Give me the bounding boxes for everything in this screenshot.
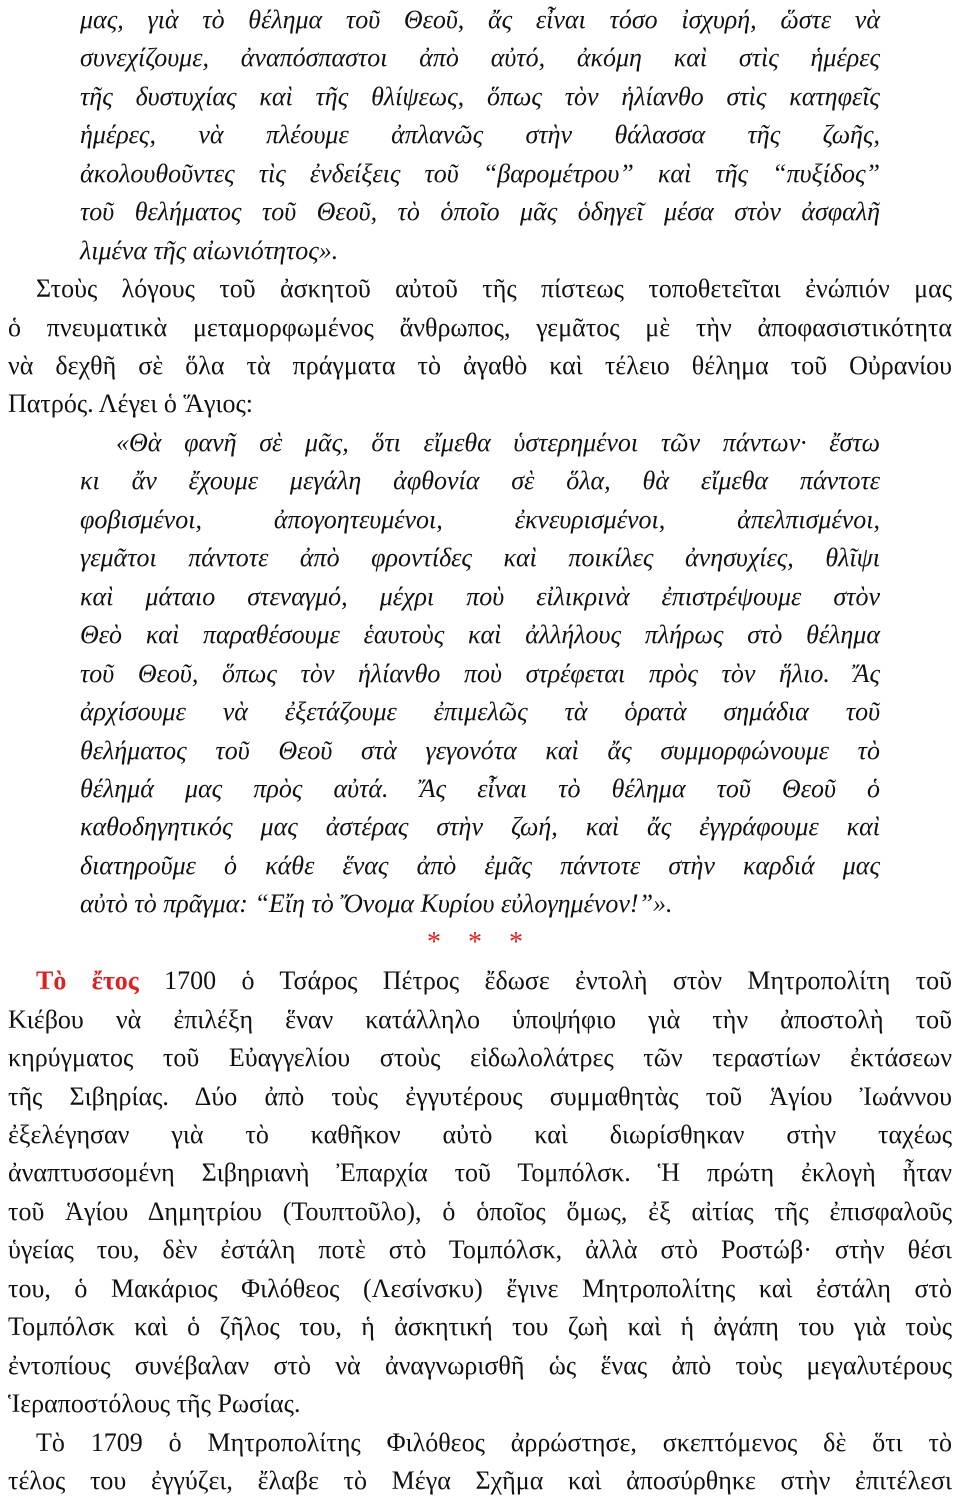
quote-line: συνεχίζουμε, ἀναπόσπαστοι ἀπὸ αὐτό, ἀκόμη καὶ στὶς ἡμέρες [80, 43, 880, 72]
quote-line: τῆς δυστυχίας καὶ τῆς θλίψεως, ὅπως τὸν ἡλίανθο στὶς κατηφεῖς [80, 82, 880, 111]
paragraph-line: κηρύγματος τοῦ Εὐαγγελίου στοὺς εἰδωλολάτρες τῶν τεραστίων ἐκτάσεων [8, 1043, 952, 1072]
paragraph-line: νὰ δεχθῆ σὲ ὅλα τὰ πράγματα τὸ ἀγαθὸ καὶ τέλειο θέλημα τοῦ Οὐρανίου [8, 351, 952, 380]
quote-line: θελήματος τοῦ Θεοῦ στὰ γεγονότα καὶ ἄς συμμορφώνουμε τὸ [80, 736, 880, 765]
paragraph-line: ἐντοπίους συνέβαλαν στὸ νὰ ἀναγνωρισθῆ ὡς ἕνας ἀπὸ τοὺς μεγαλυτέρους [8, 1351, 952, 1380]
quote-line: τοῦ Θεοῦ, ὅπως τὸν ἡλίανθο ποὺ στρέφεται πρὸς τὸν ἥλιο. Ἄς [80, 659, 880, 688]
paragraph-line: ὑγείας του, δὲν ἐστάλη ποτὲ στὸ Τομπόλσκ, ἀλλὰ στὸ Ροστώβ· στὴν θέσι [8, 1235, 952, 1264]
quote-line: «Θὰ φανῆ σὲ μᾶς, ὅτι εἴμεθα ὑστερημένοι τῶν πάντων· ἔστω [116, 428, 880, 457]
quote-line: ἀκολουθοῦντες τὶς ἐνδείξεις τοῦ “βαρομέτρου” καὶ τῆς “πυξίδος” [80, 159, 880, 188]
quote-line: καὶ μάταιο στεναγμό, μέχρι ποὺ εἰλικρινὰ ἐπιστρέψουμε στὸν [80, 582, 880, 611]
paragraph-line: τέλος του ἐγγύζει, ἔλαβε τὸ Μέγα Σχῆμα καὶ ἀποσύρθηκε στὴν ἐπιτέλεσι [8, 1466, 952, 1495]
quote-line: αὐτὸ τὸ πρᾶγμα: “Εἴη τὸ Ὄνομα Κυρίου εὐλογημένον!”». [80, 889, 673, 918]
quote-line: διατηροῦμε ὁ κάθε ἕνας ἀπὸ ἐμᾶς πάντοτε στὴν καρδιά μας [80, 851, 880, 880]
quote-line: ἀρχίσουμε νὰ ἐξετάζουμε ἐπιμελῶς τὰ ὁρατὰ σημάδια τοῦ [80, 697, 880, 726]
paragraph-text: 1700 ὁ Τσάρος Πέτρος ἔδωσε ἐντολὴ στὸν Μητροπολίτη τοῦ [138, 966, 953, 995]
quote-line: θέλημά μας πρὸς αὐτά. Ἄς εἶναι τὸ θέλημα τοῦ Θεοῦ ὁ [80, 774, 880, 803]
quote-line: μας, γιὰ τὸ θέλημα τοῦ Θεοῦ, ἄς εἶναι τόσο ἰσχυρή, ὥστε νὰ [80, 5, 880, 34]
paragraph-line: ἐξελέγησαν γιὰ τὸ καθῆκον αὐτὸ καὶ διωρίσθηκαν στὴν ταχέως [8, 1120, 952, 1149]
quote-line: κι ἄν ἔχουμε μεγάλη ἀφθονία σὲ ὅλα, θὰ εἴμεθα πάντοτε [80, 466, 880, 495]
paragraph-line: Κιέβου νὰ ἐπιλέξη ἕναν κατάλληλο ὑποψήφιο γιὰ τὴν ἀποστολὴ τοῦ [8, 1005, 952, 1034]
quote-line: γεμᾶτοι πάντοτε ἀπὸ φροντίδες καὶ ποικίλες ἀνησυχίες, θλῖψι [80, 543, 880, 572]
paragraph-line: ἀναπτυσσομένη Σιβηριανὴ Ἐπαρχία τοῦ Τομπόλσκ. Ἡ πρώτη ἐκλογὴ ἦταν [8, 1158, 952, 1187]
paragraph-line: του, ὁ Μακάριος Φιλόθεος (Λεσίνσκυ) ἔγινε Μητροπολίτης καὶ ἐστάλη στὸ [8, 1274, 952, 1303]
quote-line: ἡμέρες, νὰ πλέουμε ἀπλανῶς στὴν θάλασσα τῆς ζωῆς, [80, 120, 880, 149]
paragraph-line: Ἱεραποστόλους τῆς Ρωσίας. [8, 1389, 301, 1418]
paragraph-line: τῆς Σιβηρίας. Δύο ἀπὸ τοὺς ἐγγυτέρους συμμαθητὰς τοῦ Ἁγίου Ἰωάννου [8, 1082, 952, 1111]
paragraph-line: Τομπόλσκ καὶ ὁ ζῆλος του, ἡ ἀσκητική του ζωὴ καὶ ἡ ἀγάπη του γιὰ τοὺς [8, 1312, 952, 1341]
paragraph-line: Στοὺς λόγους τοῦ ἀσκητοῦ αὐτοῦ τῆς πίστεως τοποθετεῖται ἐνώπιόν μας [36, 274, 952, 303]
paragraph-line: Τὸ 1709 ὁ Μητροπολίτης Φιλόθεος ἀρρώστησε, σκεπτόμενος δὲ ὅτι τὸ [36, 1428, 952, 1457]
quote-line: καθοδηγητικός μας ἀστέρας στὴν ζωή, καὶ ἄς ἐγγράφουμε καὶ [80, 812, 880, 841]
quote-line: λιμένα τῆς αἰωνιότητος». [80, 236, 339, 265]
paragraph-line: ὁ πνευματικὰ μεταμορφωμένος ἄνθρωπος, γεμᾶτος μὲ τὴν ἀποφασιστικότητα [8, 313, 952, 342]
paragraph-line: Πατρός. Λέγει ὁ Ἅγιος: [8, 389, 253, 418]
section-heading: Τὸ ἔτος [36, 966, 139, 995]
section-separator: * * * [427, 927, 533, 958]
paragraph-line [36, 963, 952, 999]
quote-line: τοῦ θελήματος τοῦ Θεοῦ, τὸ ὁποῖο μᾶς ὁδηγεῖ μέσα στὸν ἀσφαλῆ [80, 197, 880, 226]
paragraph-line: τοῦ Ἁγίου Δημητρίου (Τουπτοῦλο), ὁ ὁποῖος ὅμως, ἐξ αἰτίας τῆς ἐπισφαλοῦς [8, 1197, 952, 1226]
quote-line: φοβισμένοι, ἀπογοητευμένοι, ἐκνευρισμένοι, ἀπελπισμένοι, [80, 505, 880, 534]
quote-line: Θεὸ καὶ παραθέσουμε ἑαυτοὺς καὶ ἀλλήλους πλήρως στὸ θέλημα [80, 620, 880, 649]
